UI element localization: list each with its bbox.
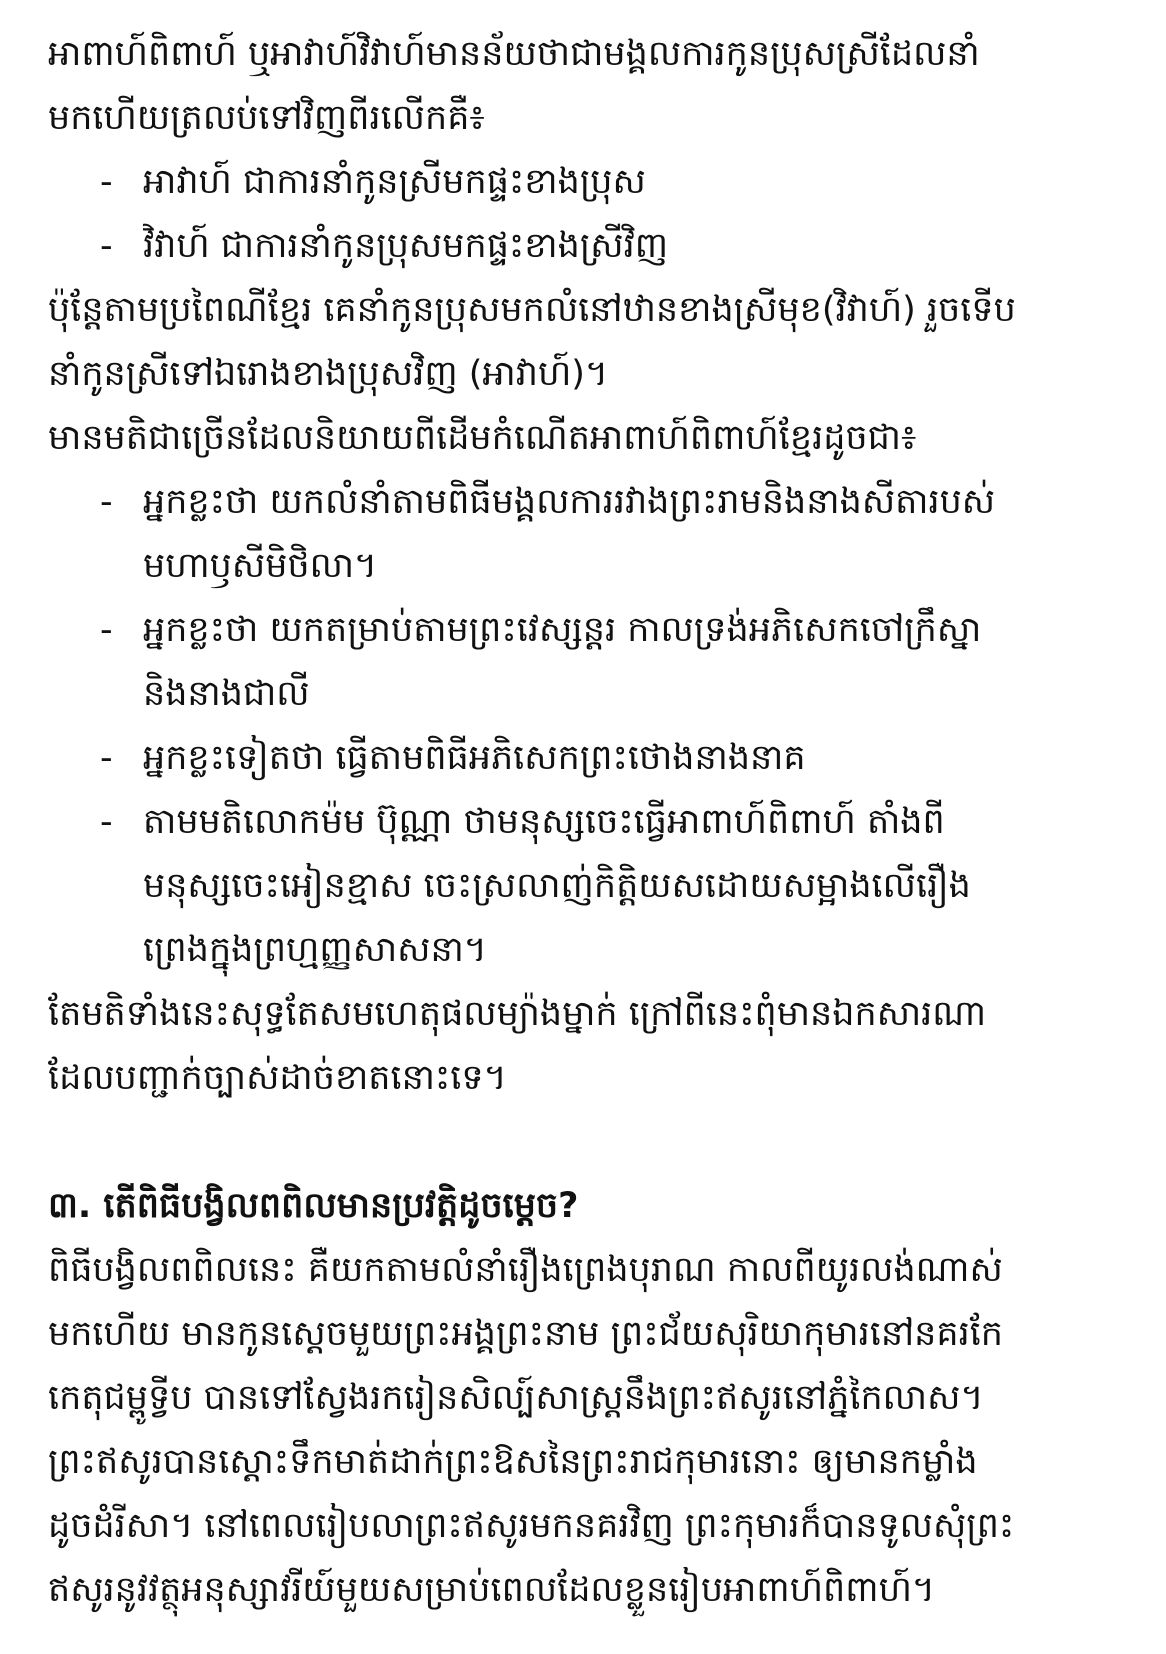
section-3	[48, 1174, 1128, 1622]
list-item-text	[143, 150, 1128, 214]
list-item-text	[143, 598, 1128, 726]
intro-paragraph	[48, 22, 1128, 150]
list-item-line: អាវាហ៍ ជាការនាំកូនស្រីមកផ្ទះខាងប្រុស	[143, 162, 646, 202]
definitions-list	[48, 150, 1128, 278]
dash-bullet: -	[100, 610, 113, 650]
list-item	[48, 150, 1128, 214]
paragraph-line: កេតុជម្ពូទ្វីប បានទៅស្វែងរករៀនសិល្ប៍សាស្ត្រនឹងព្រះឥសូរនៅភ្នំកៃលាស។	[48, 1378, 984, 1418]
dash-bullet: -	[100, 738, 113, 778]
list-item-line: អ្នកខ្លះថា យកលំនាំតាមពិធីមង្គលការរវាងព្រះរាមនិងនាងសីតារបស់	[143, 482, 996, 522]
list-item-line: អ្នកខ្លះថា យកតម្រាប់តាមព្រះវេស្សន្តរ កាលទ្រង់អភិសេកចៅក្រឹស្នា	[143, 610, 982, 650]
list-item-text	[143, 214, 1128, 278]
opinions-list	[48, 470, 1128, 982]
paragraph-line: តែមតិទាំងនេះសុទ្ធតែសមហេតុផលម្យ៉ាងម្នាក់ ក្រៅពីនេះពុំមានឯកសារណា	[48, 994, 987, 1034]
dash-bullet: -	[100, 802, 113, 842]
list-item-line: តាមមតិលោកម៉ម ប៊ុណ្ណា ថាមនុស្សចេះធ្វើអាពាហ៍ពិពាហ៍ តាំងពី	[143, 802, 945, 842]
paragraph-line: ព្រះឥសូរបានស្តោះទឹកមាត់ដាក់ព្រះឱសនៃព្រះរាជកុមារនោះ ឲ្យមានកម្លាំង	[48, 1442, 978, 1482]
paragraph-line: ដូចដំរីសា។ នៅពេលរៀបលាព្រះឥសូរមកនគរវិញ ព្រះកុមារក៏បានទូលសុំព្រះ	[48, 1506, 1015, 1546]
list-item-text	[143, 726, 1128, 790]
list-item	[48, 470, 1128, 598]
paragraph-line: ឥសូរនូវវត្ថុអនុស្សាវរីយ៍មួយសម្រាប់ពេលដែលខ្លួនរៀបអាពាហ៍ពិពាហ៍។	[48, 1570, 935, 1610]
tradition-paragraph	[48, 278, 1128, 470]
paragraph-line: ប៉ុន្តែតាមប្រពៃណីខ្មែរ គេនាំកូនប្រុសមកលំនៅឋានខាងស្រីមុខ(វិវាហ៍) រួចទើប	[48, 290, 1016, 330]
paragraph-line: មកហើយ មានកូនស្តេចមួយព្រះអង្គព្រះនាម ព្រះជ័យសុរិយាកុមារនៅនគរកែ	[48, 1314, 1004, 1354]
conclusion-paragraph	[48, 982, 1128, 1110]
list-item-text	[143, 790, 1128, 982]
list-item-line: ព្រេងក្នុងព្រហ្មញ្ញសាសនា។	[143, 930, 487, 970]
list-item-line: មនុស្សចេះអៀនខ្មាស ចេះស្រលាញ់កិត្តិយសដោយសម្អាងលើរឿង	[143, 866, 971, 906]
dash-bullet: -	[100, 482, 113, 522]
list-item-line: អ្នកខ្លះទៀតថា ធ្វើតាមពិធីអភិសេកព្រះថោងនាងនាគ	[143, 738, 806, 778]
list-item-line: និងនាងជាលី	[143, 674, 310, 714]
paragraph-line: នាំកូនស្រីទៅឯរោងខាងប្រុសវិញ (អាវាហ៍)។	[48, 354, 609, 394]
paragraph-line: ដែលបញ្ជាក់ច្បាស់ដាច់ខាតនោះទេ។	[48, 1058, 507, 1098]
list-item	[48, 726, 1128, 790]
list-item	[48, 598, 1128, 726]
paragraph-line: ពិធីបង្វិលពពិលនេះ គឺយកតាមលំនាំរឿងព្រេងបុរាណ កាលពីយូរលង់ណាស់	[48, 1250, 1003, 1290]
paragraph-line: មានមតិជាច្រើនដែលនិយាយពីដើមកំណើតអាពាហ៍ពិពាហ៍ខ្មែរដូចជា៖	[48, 418, 917, 458]
list-item	[48, 790, 1128, 982]
list-item-line: មហាឫសីមិថិលា។	[143, 546, 378, 586]
dash-bullet: -	[100, 226, 113, 266]
list-item-line: វិវាហ៍ ជាការនាំកូនប្រុសមកផ្ទះខាងស្រីវិញ	[143, 226, 669, 266]
intro-line: អាពាហ៍ពិពាហ៍ ឬអាវាហ៍វិវាហ៍មានន័យថាជាមង្គលការកូនប្រុសស្រីដែលនាំ	[48, 34, 980, 74]
document-page	[48, 22, 1128, 1622]
dash-bullet: -	[100, 162, 113, 202]
intro-line: មកហើយត្រលប់ទៅវិញពីរលើកគឺ៖	[48, 98, 485, 138]
list-item	[48, 214, 1128, 278]
list-item-text	[143, 470, 1128, 598]
section-heading: ៣. តើពិធីបង្វិលពពិលមានប្រវត្តិដូចម្តេច?	[48, 1186, 579, 1226]
blank-line	[48, 1110, 1128, 1174]
